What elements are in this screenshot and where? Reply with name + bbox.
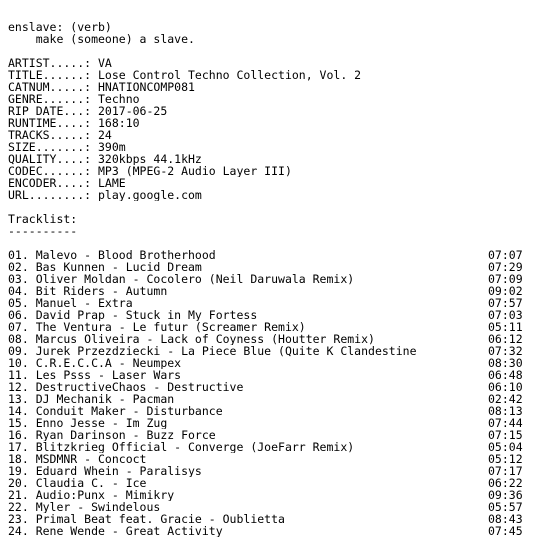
track-duration: 07:57	[488, 296, 523, 310]
definition-word: enslave: (verb)	[8, 21, 112, 33]
spacer	[8, 237, 530, 249]
info-quality: QUALITY....: 320kbps 44.1kHz	[8, 153, 202, 165]
track-title: 11. Les Psss - Laser Wars	[8, 369, 182, 381]
track-row	[8, 321, 530, 333]
track-duration: 02:42	[488, 392, 523, 406]
track-title: 08. Marcus Oliveira - Lack of Coyness (Houtter Remix)	[8, 333, 375, 345]
track-row	[8, 273, 530, 285]
track-duration: 07:44	[488, 416, 523, 430]
track-title: 09. Jurek Przezdziecki - La Piece Blue (Quite K Clandestine	[8, 345, 417, 357]
track-duration: 06:22	[488, 476, 523, 490]
track-title: 01. Malevo - Blood Brotherhood	[8, 249, 216, 261]
track-row	[8, 405, 530, 417]
track-title: 12. DestructiveChaos - Destructive	[8, 381, 244, 393]
track-title: 17. Blitzkrieg Official - Converge (JoeFarr Remix)	[8, 441, 355, 453]
definition-meaning: make (someone) a slave.	[8, 33, 195, 45]
track-duration: 06:48	[488, 368, 523, 382]
info-genre: GENRE......: Techno	[8, 93, 140, 105]
tracklist-heading: Tracklist:	[8, 213, 78, 225]
track-title: 13. DJ Mechanik - Pacman	[8, 393, 175, 405]
track-duration: 07:32	[488, 344, 523, 358]
track-duration: 05:04	[488, 440, 523, 454]
track-duration: 07:07	[488, 248, 523, 262]
info-url: URL........: play.google.com	[8, 189, 202, 201]
track-title: 20. Claudia C. - Ice	[8, 477, 147, 489]
track-duration: 06:12	[488, 332, 523, 346]
info-size: SIZE.......: 390m	[8, 141, 126, 153]
info-encoder: ENCODER....: LAME	[8, 177, 126, 189]
track-row	[8, 309, 530, 321]
nfo-document	[8, 21, 530, 537]
track-duration: 05:12	[488, 452, 523, 466]
track-row	[8, 261, 530, 273]
track-row	[8, 489, 530, 501]
track-row	[8, 417, 530, 429]
track-row	[8, 249, 530, 261]
track-title: 23. Primal Beat feat. Gracie - Oublietta	[8, 513, 285, 525]
track-duration: 05:57	[488, 500, 523, 514]
track-title: 10. C.R.E.C.C.A - Neumpex	[8, 357, 182, 369]
track-row	[8, 285, 530, 297]
track-duration: 07:09	[488, 272, 523, 286]
track-row	[8, 441, 530, 453]
track-row	[8, 429, 530, 441]
track-row	[8, 381, 530, 393]
track-row	[8, 501, 530, 513]
track-title: 07. The Ventura - Le futur (Screamer Remix)	[8, 321, 306, 333]
track-title: 14. Conduit Maker - Disturbance	[8, 405, 223, 417]
info-title: TITLE......: Lose Control Techno Collection, Vol. 2	[8, 69, 362, 81]
track-row	[8, 393, 530, 405]
track-row	[8, 297, 530, 309]
track-row	[8, 477, 530, 489]
track-row	[8, 525, 530, 537]
track-duration: 07:17	[488, 464, 523, 478]
track-duration: 08:43	[488, 512, 523, 526]
track-row	[8, 333, 530, 345]
track-duration: 06:10	[488, 380, 523, 394]
tracklist-rule: ----------	[8, 225, 78, 237]
track-row	[8, 453, 530, 465]
info-artist: ARTIST.....: VA	[8, 57, 112, 69]
track-duration: 09:02	[488, 284, 523, 298]
track-duration: 05:11	[488, 320, 523, 334]
track-duration: 07:15	[488, 428, 523, 442]
info-rip-date: RIP DATE...: 2017-06-25	[8, 105, 168, 117]
track-title: 03. Oliver Moldan - Cocolero (Neil Daruwala Remix)	[8, 273, 355, 285]
track-duration: 08:30	[488, 356, 523, 370]
track-duration: 07:03	[488, 308, 523, 322]
track-title: 16. Ryan Darinson - Buzz Force	[8, 429, 216, 441]
track-title: 21. Audio:Punx - Mimikry	[8, 489, 175, 501]
track-row	[8, 513, 530, 525]
info-tracks: TRACKS.....: 24	[8, 129, 112, 141]
track-duration: 07:29	[488, 260, 523, 274]
track-title: 06. David Prap - Stuck in My Fortess	[8, 309, 258, 321]
info-catnum: CATNUM.....: HNATIONCOMP081	[8, 81, 195, 93]
track-title: 24. Rene Wende - Great Activity	[8, 525, 223, 537]
track-title: 02. Bas Kunnen - Lucid Dream	[8, 261, 202, 273]
track-duration: 07:45	[488, 524, 523, 538]
track-title: 05. Manuel - Extra	[8, 297, 133, 309]
info-codec: CODEC......: MP3 (MPEG-2 Audio Layer III)	[8, 165, 292, 177]
track-row	[8, 345, 530, 357]
info-runtime: RUNTIME....: 168:10	[8, 117, 140, 129]
track-row	[8, 465, 530, 477]
track-title: 19. Eduard Whein - Paralisys	[8, 465, 202, 477]
track-title: 15. Enno Jesse - Im Zug	[8, 417, 168, 429]
release-info	[8, 57, 530, 201]
track-row	[8, 357, 530, 369]
track-row	[8, 369, 530, 381]
spacer	[8, 45, 530, 57]
track-title: 04. Bit Riders - Autumn	[8, 285, 168, 297]
track-title: 18. MSDMNR - Concoct	[8, 453, 147, 465]
track-title: 22. Myler - Swindelous	[8, 501, 161, 513]
track-duration: 09:36	[488, 488, 523, 502]
tracklist	[8, 249, 530, 537]
track-duration: 08:13	[488, 404, 523, 418]
spacer	[8, 201, 530, 213]
